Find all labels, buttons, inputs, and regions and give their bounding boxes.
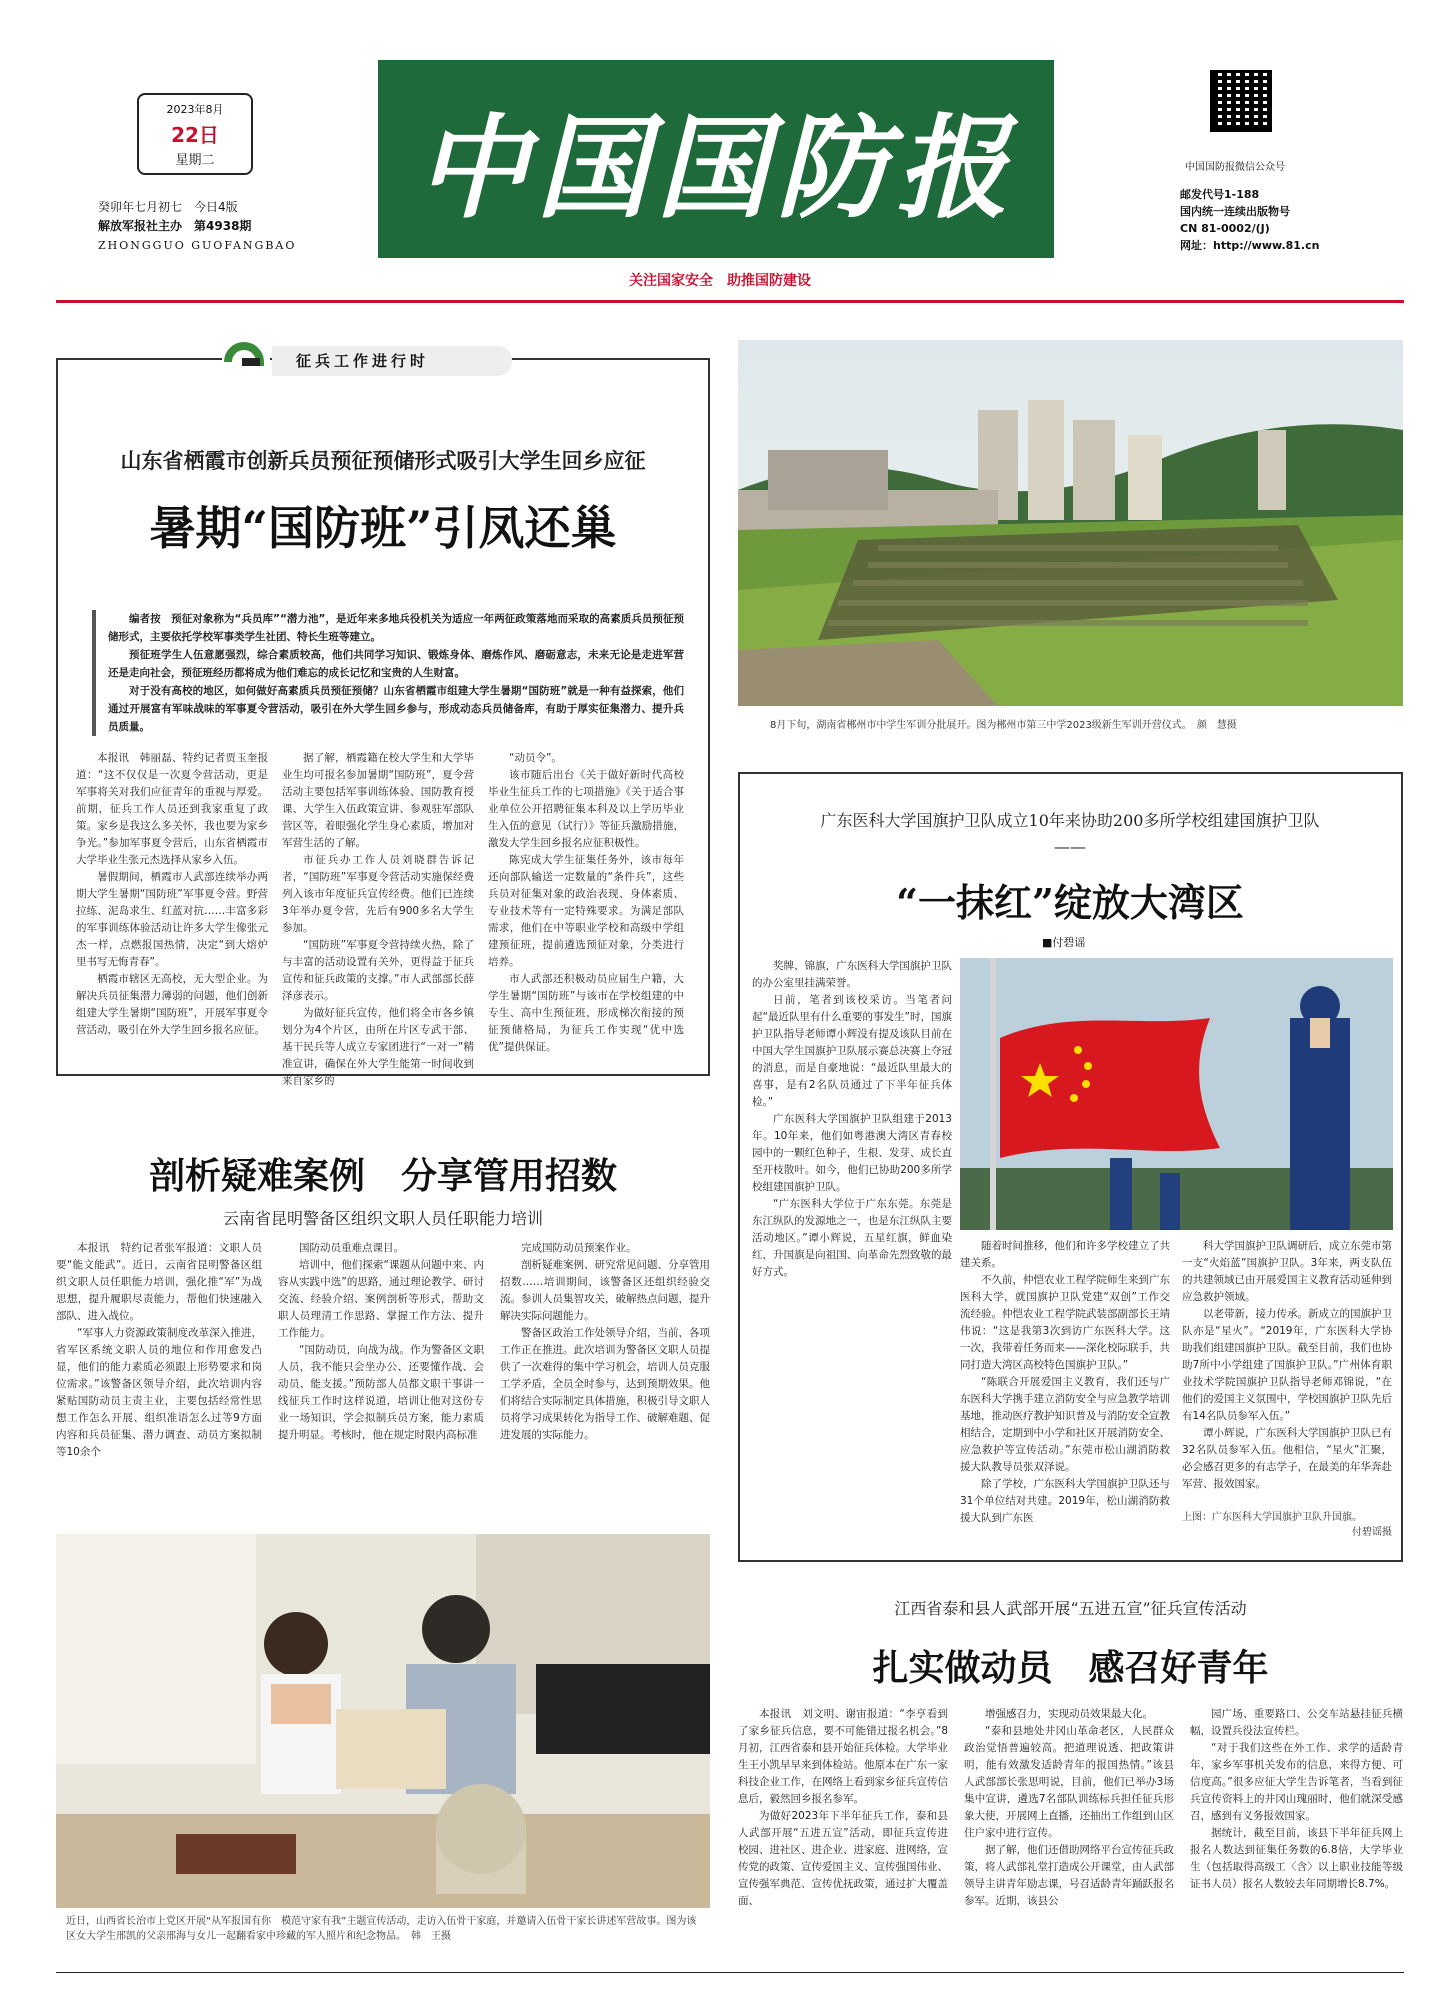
art1-c1-p2: 暑假期间，栖霞市人武部连续举办两期大学生暑期“国防班”军事夏令营。野营拉练、泥岛求生、红蓝对抗……丰富多彩的军事训练体验活动让许多大学生像张元杰一样，点燃报国热情，决定“到大熔炉里书写无悔青春”。 bbox=[76, 871, 268, 968]
date-day: 22日 bbox=[171, 123, 219, 147]
date-box bbox=[137, 93, 253, 175]
slogan: 关注国家安全 助推国防建设 bbox=[629, 273, 811, 289]
art4-c1-p1: 本报讯 刘文明、谢宙报道：“李亨看到了家乡征兵信息，要不可能错过报名机会。”8月初，江西省泰和县开始征兵体检。大学毕业生王小凯早早来到体检站。他原本在广东一家科技企业工作，在网络上看到家乡征兵宣传信息后，毅然回乡报名参军。 bbox=[738, 1708, 948, 1805]
art3-c2-p2: 不久前，仲恺农业工程学院师生来到广东医科大学，就国旗护卫队党建“双创”工作交流经验。仲恺农业工程学院武装部副部长王靖伟说：“这是我第3次到访广东医科大学。这一次，我带着任务而来——深化校际联手，共同打造大湾区高校特色国旗护卫队。” bbox=[960, 1274, 1170, 1371]
postal-code: 邮发代号1-188 bbox=[1180, 188, 1260, 201]
art4-headline: 扎实做动员 感召好青年 bbox=[872, 1647, 1269, 1689]
art1-kicker: 山东省栖霞市创新兵员预征预储形式吸引大学生回乡应征 bbox=[120, 448, 646, 473]
lunar-date: 癸卯年七月初七 bbox=[98, 200, 183, 214]
section-tag-logo-icon bbox=[222, 340, 270, 384]
photo-top-credit: 颜 慧摄 bbox=[1196, 720, 1237, 731]
art2-c3-p1: 完成国防动员预案作业。 bbox=[521, 1242, 637, 1254]
art1-editor-note bbox=[92, 610, 684, 736]
photo-bottom-caption: 近日，山西省长治市上党区开展“从军报国有你 模范守家有我”主题宣传活动，走访入伍骨干家庭，并邀请入伍骨干家长讲述军营故事。图为该区女大学生邢凯的父亲邢海与女儿一起翻看家中珍藏的军人照片和纪念物品。 bbox=[66, 1916, 697, 1942]
newspaper-title: 中国国防报 bbox=[416, 102, 1016, 234]
art3-column-3 bbox=[1182, 1238, 1392, 1508]
art1-c2-p3: “国防班”军事夏令营持续火热，除了与丰富的活动设置有关外，更得益于征兵宣传和征兵政策的支撑。”市人武部部长薛泽彦表示。 bbox=[282, 939, 474, 1002]
art1-c1-p3: 栖霞市辖区无高校，无大型企业。为解决兵员征集潜力薄弱的问题，他们创新组建大学生暑期“国防班”，开展军事夏令营活动，吸引在外大学生回乡报名应征。 bbox=[76, 973, 268, 1036]
cn-label: 国内统一连续出版物号 bbox=[1180, 205, 1290, 218]
photo-bottom-caption-block bbox=[66, 1914, 700, 1944]
publisher: 解放军报社主办 bbox=[98, 219, 183, 233]
bottom-rule bbox=[56, 1972, 1404, 1973]
masthead-title-block bbox=[378, 60, 1054, 258]
art1-c2-p2: 市征兵办工作人员刘晓群告诉记者，“国防班”军事夏令营活动实施保经费列入该市年度征兵宣传经费。他们已连续3年举办夏令营，先后有900多名大学生参加。 bbox=[282, 854, 474, 934]
art3-caption: 上图：广东医科大学国旗护卫队升国旗。 bbox=[1182, 1512, 1362, 1523]
art2-headline: 剖析疑难案例 分享管用招数 bbox=[148, 1155, 617, 1197]
art4-c1-p2: 为做好2023年下半年征兵工作，泰和县人武部开展“五进五宣”活动，即征兵宣传进校园、进社区、进企业、进家庭、进网络，宣传党的政策、宣传爱国主义、宣传强国伟业、宣传强军典范、宣传优抚政策，通过扩大覆盖面、 bbox=[738, 1810, 948, 1907]
date-year-month: 2023年8月 bbox=[166, 103, 224, 116]
editor-note-p3: 对于没有高校的地区，如何做好高素质兵员预征预储？山东省栖霞市组建大学生暑期“国防班”就是一种有益探索，他们通过开展富有军味战味的军事夏令营活动，吸引在外大学生回乡参与，形成动态兵员储备库，有助于厚实征集潜力、提升兵员质量。 bbox=[108, 685, 684, 733]
art4-c3-p1: 园广场、重要路口、公交车站悬挂征兵横幅，设置兵役法宣传栏。 bbox=[1190, 1708, 1403, 1737]
issue-number: 第4938期 bbox=[194, 219, 252, 233]
art1-c3-p2: 该市随后出台《关于做好新时代高校毕业生征兵工作的七项措施》《关于适合事业单位公开招聘征集本科及以上学历毕业生入伍的意见（试行）》等征兵激励措施，激发大学生回乡报名应征积极性。 bbox=[488, 769, 684, 849]
masthead-meta bbox=[98, 198, 338, 255]
art3-caption-block bbox=[1182, 1510, 1392, 1540]
section-tag: 征兵工作进行时 bbox=[272, 346, 512, 376]
art4-column-1 bbox=[738, 1706, 948, 1966]
cn-number: CN 81-0002/(J) bbox=[1180, 222, 1270, 235]
art1-column-2 bbox=[282, 750, 474, 1087]
art4-column-2 bbox=[964, 1706, 1174, 1966]
art3-c2-p1: 随着时间推移，他们和许多学校建立了共建关系。 bbox=[960, 1240, 1170, 1269]
edition-count: 今日4版 bbox=[194, 200, 238, 214]
art3-c1-p4: “广东医科大学位于广东东莞。东莞是东江纵队的发源地之一，也是东江纵队主要活动地区。”谭小辉说，五星红旗，鲜血染红，升国旗是向祖国、向革命先烈致敬的最好方式。 bbox=[752, 1198, 952, 1278]
masthead-right-info bbox=[1180, 186, 1400, 254]
art1-column-3 bbox=[488, 750, 684, 1070]
art2-c2-p2: 培训中，他们探索“课题从问题中来、内容从实践中选”的思路，通过理论教学、研讨交流、经验介绍、案例剖析等形式，帮助文职人员理清工作思路、掌握工作方法、提升工作能力。 bbox=[278, 1259, 484, 1339]
website: 网址：http://www.81.cn bbox=[1180, 239, 1320, 252]
art3-c3-p2: 以老带新，接力传承。新成立的国旗护卫队亦是“星火”。“2019年，广东医科大学协助我们组建国旗护卫队。截至目前，我们也协助7所中小学组建了国旗护卫队。”广州体育职业技术学院国旗护卫队指导老师邓锦说，“在他们的爱国主义氛围中，学校国旗护卫队先后有14名队员参军入伍。” bbox=[1182, 1308, 1392, 1422]
art2-column-1 bbox=[56, 1240, 262, 1520]
art4-kicker: 江西省泰和县人武部开展“五进五宣”征兵宣传活动 bbox=[894, 1599, 1247, 1618]
art4-c2-p2: “泰和县地处井冈山革命老区，人民群众政治觉悟普遍较高。把道理说透、把政策讲明，能有效激发适龄青年的报国热情。”该县人武部部长张思明说，目前，他们已举办3场集中宣讲，遴选7名部队训练标兵担任征兵形象大使，开展网上直播，还抽出工作组到山区住户家中进行宣传。 bbox=[964, 1725, 1174, 1839]
art3-c3-p1: 科大学国旗护卫队调研后，成立东莞市第一支“火焰蓝”国旗护卫队。3年来，两支队伍的共建领域已由开展爱国主义教育活动延伸到应急救护领域。 bbox=[1182, 1240, 1392, 1303]
art1-c2-p4: 为做好征兵宣传，他们将全市各乡镇划分为4个片区，由所在片区专武干部、基干民兵等人成立专家团进行“一对一”精准宣讲，确保在外大学生能第一时间收到来自家乡的 bbox=[282, 1007, 474, 1087]
pinyin-title: ZHONGGUO GUOFANGBAO bbox=[98, 239, 297, 252]
art1-headline: 暑期“国防班”引凤还巢 bbox=[149, 501, 617, 555]
masthead-divider bbox=[56, 300, 1404, 303]
art3-byline: ■付碧谣 bbox=[1042, 936, 1086, 949]
photo-top-caption: 8月下旬，湖南省郴州市中学生军训分批展开。图为郴州市第三中学2023级新生军训开营仪式。 bbox=[770, 720, 1187, 731]
photo-bottom-credit: 韩 王摄 bbox=[411, 1931, 451, 1942]
art4-c2-p3: 据了解，他们还借助网络平台宣传征兵政策，将人武部礼堂打造成公开课堂，由人武部领导主讲青年励志课，号召适龄青年踊跃报名参军。近期，该县公 bbox=[964, 1844, 1174, 1907]
art3-c1-p1: 奖牌、锦旗，广东医科大学国旗护卫队的办公室里挂满荣誉。 bbox=[752, 960, 952, 989]
flag-raising-photo bbox=[960, 958, 1393, 1230]
art3-column-2 bbox=[960, 1238, 1170, 1558]
art1-c3-p4: 市人武部还积极动员应届生户籍，大学生暑期“国防班”与该市在学校组建的中专生、高中生预征班，形成梯次衔接的预征预储格局，为征兵工作实现“优中选优”提供保证。 bbox=[488, 973, 684, 1053]
date-weekday: 星期二 bbox=[175, 153, 215, 168]
art2-c1-p2: “军事人力资源政策制度改革深入推进，省军区系统文职人员的地位和作用愈发凸显，他们的能力素质必须跟上形势要求和岗位需求。”该警备区领导介绍，此次培训内容紧贴国防动员主责主业，主要包括经常性思想工作怎么开展、组织准语怎么过等9方面内容和兵员征集、潜力调查、动员方案拟制等10余个 bbox=[56, 1327, 262, 1458]
art2-c3-p2: 剖析疑难案例、研究常见问题、分享管用招数……培训期间，该警备区还组织经验交流。参训人员集智攻关，破解热点问题，提升解决实际问题能力。 bbox=[500, 1259, 710, 1322]
family-photo bbox=[56, 1534, 710, 1908]
art1-c3-p3: 陈宪成大学生征集任务外，该市每年还向部队输送一定数量的“条件兵”，这些兵员对征集对象的政治表现、身体素质、专业技术等有一定特殊要求。为满足部队需求，他们在中等职业学校和高级中学组建预征班，提前遴选预征对象，分类进行培养。 bbox=[488, 854, 684, 968]
art2-subhead: 云南省昆明警备区组织文职人员任职能力培训 bbox=[222, 1209, 543, 1228]
art1-column-1 bbox=[76, 750, 268, 1070]
qr-code-icon bbox=[1210, 70, 1272, 132]
art2-column-2 bbox=[278, 1240, 484, 1520]
art3-c1-p2: 日前，笔者到该校采访。当笔者问起“最近队里有什么重要的事发生”时，国旗护卫队指导老师谭小辉没有提及该队目前在中国大学生国旗护卫队展示赛总决赛上夺冠的消息，而是自豪地说：“最近队里最大的喜事，是有2名队员通过了下半年征兵体检。” bbox=[752, 994, 952, 1108]
military-training-photo bbox=[738, 340, 1403, 706]
art2-c2-p1: 国防动员重难点课目。 bbox=[299, 1242, 404, 1254]
art2-c3-p3: 警备区政治工作处领导介绍，当前，各项工作正在推进。此次培训为警备区文职人员提供了一次难得的集中学习机会，培训人员克服工学矛盾，全员全时参与，达到预期效果。他们将结合实际制定具体措施，积极引导文职人员将学习成果转化为指导工作、破解难题、促进发展的实际能力。 bbox=[500, 1327, 710, 1441]
art4-c3-p2: “对于我们这些在外工作、求学的适龄青年，家乡军事机关发布的信息，来得方便、可信度高。”很多应征大学生告诉笔者，当看到征兵宣传资料上的井冈山瑰丽时，他们就深受感召，感到有义务报效国家。 bbox=[1190, 1742, 1403, 1822]
art3-headline: “一抹红”绽放大湾区 bbox=[896, 880, 1244, 925]
art3-c2-p3: “陈联合开展爱国主义教育，我们还与广东医科大学携手建立消防安全与应急教学培训基地，推动医疗教护知识普及与消防安全宣教相结合，定期到中小学和社区开展消防安全、应急救护等宣传活动。”东莞市松山湖消防救援大队教导员张双泽说。 bbox=[960, 1376, 1170, 1473]
art4-column-3 bbox=[1190, 1706, 1403, 1966]
art3-c2-p4: 除了学校，广东医科大学国旗护卫队还与31个单位结对共建。2019年，松山湖消防救援大队到广东医 bbox=[960, 1478, 1170, 1524]
art1-c2-p1: 据了解，栖霞籍在校大学生和大学毕业生均可报名参加暑期“国防班”，夏令营活动主要包括军事训练体验、国防教育授课、大学生入伍政策宣讲、参观驻军部队营区等，着眼强化学生身心素质，增加对军营生活的了解。 bbox=[282, 752, 474, 849]
art3-kicker: 广东医科大学国旗护卫队成立10年来协助200多所学校组建国旗护卫队—— bbox=[820, 811, 1320, 856]
photo-top-caption-block bbox=[770, 718, 1390, 733]
art3-c3-p3: 谭小辉说，广东医科大学国旗护卫队已有32名队员参军入伍。他相信，“星火”汇聚，必会感召更多的有志学子，在最美的年华奔赴军营、报效国家。 bbox=[1182, 1427, 1392, 1490]
art2-column-3 bbox=[500, 1240, 710, 1520]
art3-column-1 bbox=[752, 958, 952, 1558]
editor-note-p1: 编者按 预征对象称为“兵员库”“潜力池”，是近年来多地兵役机关为适应一年两征政策落地而采取的高素质兵员预征预储形式，主要依托学校军事类学生社团、特长生班等建立。 bbox=[108, 613, 684, 643]
art3-c1-p3: 广东医科大学国旗护卫队组建于2013年。10年来，他们如粤港澳大湾区青春校园中的一颗红色种子，生根、发芽、成长直至开枝散叶。如今，他们已协助200多所学校组建国旗护卫队。 bbox=[752, 1113, 952, 1193]
art3-credit: 付碧谣摄 bbox=[1352, 1527, 1392, 1538]
art2-c1-p1: 本报讯 特约记者张军报道：文职人员要“能文能武”。近日，云南省昆明警备区组织文职人员任职能力培训，强化推“军”为战思想，提升履职尽责能力，帮他们快速融入部队、进入战位。 bbox=[56, 1242, 262, 1322]
editor-note-p2: 预征班学生人伍意愿强烈，综合素质较高，他们共同学习知识、锻炼身体、磨炼作风、磨砺意志，未来无论是走进军营还是走向社会，预征班经历都将成为他们难忘的成长记忆和宝贵的人生财富。 bbox=[108, 649, 684, 679]
art1-c1-p1: 本报讯 韩丽磊、特约记者贾玉奎报道：“这不仅仅是一次夏令营活动，更是军事将关对我们应征青年的重视与厚爱。前期，征兵工作人员还到我家重复了政策。家乡是我这么多关怀，我也要为家乡争光。”参加军事夏令营后，山东省栖霞市大学毕业生张元杰选择从家乡入伍。 bbox=[76, 752, 268, 866]
art4-c2-p1: 增强感召力，实现动员效果最大化。 bbox=[985, 1708, 1153, 1720]
art2-c2-p3: “国防动员，向战为战。作为警备区文职人员，我不能只会坐办公、还要懂作战、会动员、能支援。”预防部人员都文职干事讲一线征兵工作时这样说道，培训让他对这份专业一场知识，学会拟制兵员方案，能力素质提升明显。考核时，他在规定时限内高标准 bbox=[278, 1344, 484, 1441]
art1-c3-p1: “动员令”。 bbox=[509, 752, 562, 764]
art4-c3-p3: 据统计，截至目前，该县下半年征兵网上报名人数达到征集任务数的6.8倍，大学毕业生（包括取得高级工〈含〉以上职业技能等级证书人员）报名人数较去年同期增长8.7%。 bbox=[1190, 1827, 1403, 1890]
qr-caption: 中国国防报微信公众号 bbox=[1185, 162, 1285, 173]
